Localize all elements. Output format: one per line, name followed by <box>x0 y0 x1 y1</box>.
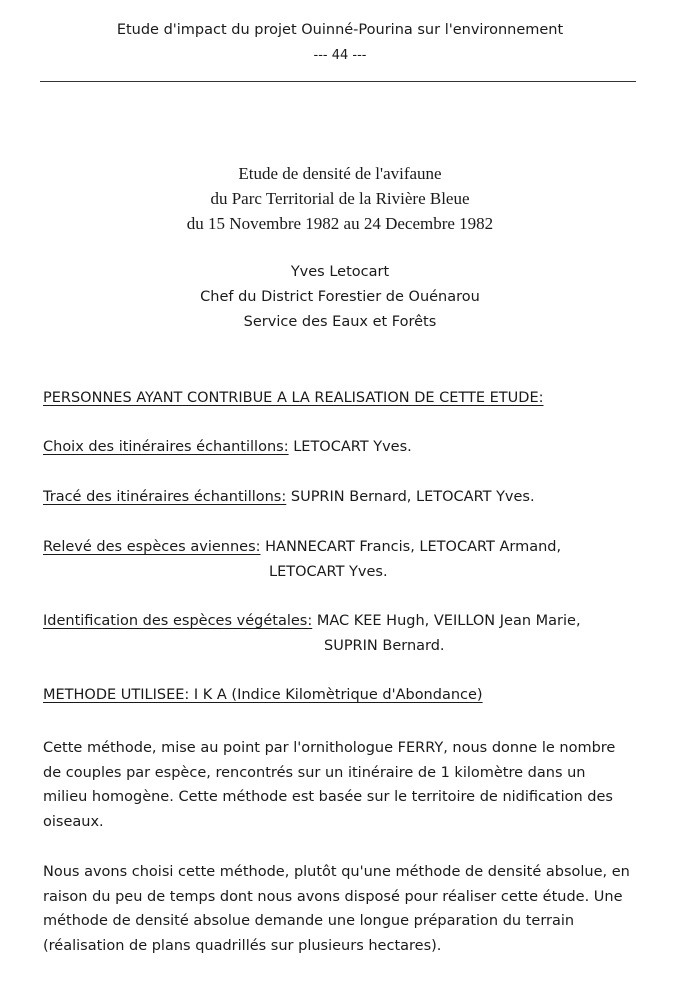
author-name: Yves Letocart <box>290 264 390 280</box>
choix-value: LETOCART Yves. <box>293 439 412 455</box>
author-service: Service des Eaux et Forêts <box>243 314 437 330</box>
paragraph-line: Cette méthode, mise au point par l'ornithologue FERRY, nous donne le nombre <box>43 740 616 756</box>
paragraph-line: méthode de densité absolue demande une longue préparation du terrain <box>43 913 575 930</box>
paragraph-line: (réalisation de plans quadrillés sur plusieurs hectares). <box>43 937 442 954</box>
trace-label: Tracé des itinéraires échantillons: <box>43 489 287 505</box>
contributors-heading: PERSONNES AYANT CONTRIBUE A LA REALISATION DE CETTE ETUDE: <box>43 390 544 406</box>
contributor-identification <box>43 613 581 629</box>
paragraph-line: Nous avons choisi cette méthode, plutôt qu'une méthode de densité absolue, en <box>43 864 630 880</box>
title-line-2: du Parc Territorial de la Rivière Bleue <box>210 189 470 208</box>
identification-value-line-1: MAC KEE Hugh, VEILLON Jean Marie, <box>316 613 581 629</box>
releve-value-line-1: HANNECART Francis, LETOCART Armand, <box>265 539 562 555</box>
identification-label: Identification des espèces végétales: <box>43 613 313 629</box>
running-header: Etude d'impact du projet Ouinné-Pourina sur l'environnement <box>116 22 564 38</box>
releve-label: Relevé des espèces aviennes: <box>43 539 261 555</box>
author-position: Chef du District Forestier de Ouénarou <box>200 289 480 305</box>
method-paragraph-1 <box>43 736 643 834</box>
releve-value-line-2: LETOCART Yves. <box>269 564 388 580</box>
choix-label: Choix des itinéraires échantillons: <box>43 439 289 455</box>
trace-value: SUPRIN Bernard, LETOCART Yves. <box>290 489 535 505</box>
title-line-3: du 15 Novembre 1982 au 24 Decembre 1982 <box>186 214 494 233</box>
paragraph-line: oiseaux. <box>43 813 104 830</box>
contributor-choix <box>43 439 412 455</box>
title-line-1: Etude de densité de l'avifaune <box>238 164 442 183</box>
method-paragraph-2 <box>43 860 643 958</box>
paragraph-line: raison du peu de temps dont nous avons disposé pour réaliser cette étude. Une <box>43 888 623 905</box>
contributor-trace <box>43 489 535 505</box>
paragraph-line: de couples par espèce, rencontrés sur un itinéraire de 1 kilomètre dans un <box>43 764 586 781</box>
identification-value-line-2: SUPRIN Bernard. <box>324 638 445 654</box>
header-rule <box>40 81 636 82</box>
page-number: --- 44 --- <box>313 48 367 63</box>
method-heading: METHODE UTILISEE: I K A (Indice Kilomètrique d'Abondance) <box>43 687 483 703</box>
paragraph-line: milieu homogène. Cette méthode est basée sur le territoire de nidification des <box>43 789 613 806</box>
contributor-releve <box>43 539 561 555</box>
